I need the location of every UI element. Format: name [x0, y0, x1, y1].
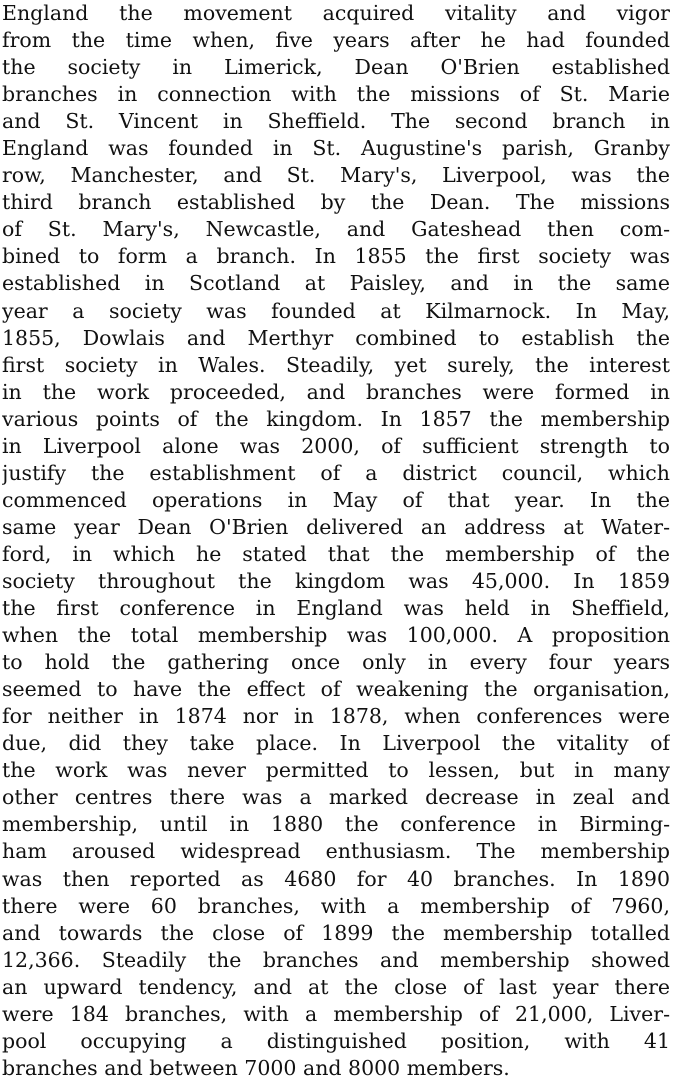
text-line-37: an upward tendency, and at the close of last year there [2, 974, 670, 999]
text-line-11: established in Scotland at Paisley, and in the same [2, 271, 670, 296]
text-line-18: justify the establishment of a district council, which [2, 460, 670, 485]
text-line-39: pool occupying a distinguished position, with 41 [2, 1028, 670, 1053]
text-line-32: ham aroused widespread enthusiasm. The membership [2, 839, 670, 864]
text-line-9: of St. Mary's, Newcastle, and Gateshead then com- [2, 217, 670, 242]
text-line-34: there were 60 branches, with a membership of 7960, [2, 893, 670, 918]
text-line-26: seemed to have the effect of weakening the organisation, [2, 677, 670, 702]
text-line-16: various points of the kingdom. In 1857 the membership [2, 406, 670, 431]
text-line-6: England was founded in St. Augustine's parish, Granby [2, 136, 670, 161]
text-line-36: 12,366. Steadily the branches and membership showed [2, 947, 670, 972]
text-line-5: and St. Vincent in Sheffield. The second branch in [2, 109, 670, 134]
text-line-28: due, did they take place. In Liverpool the vitality of [2, 731, 670, 756]
text-line-3: the society in Limerick, Dean O'Brien established [2, 55, 670, 80]
text-line-24: when the total membership was 100,000. A proposition [2, 623, 670, 648]
text-line-35: and towards the close of 1899 the membership totalled [2, 920, 670, 945]
text-line-40: branches and between 7000 and 8000 members. [2, 1055, 510, 1080]
text-line-12: year a society was founded at Kilmarnock. In May, [2, 298, 670, 323]
text-line-25: to hold the gathering once only in every four years [2, 650, 670, 675]
text-line-23: the first conference in England was held in Sheffield, [2, 596, 670, 621]
text-line-10: bined to form a branch. In 1855 the first society was [2, 244, 670, 269]
text-line-38: were 184 branches, with a membership of 21,000, Liver- [2, 1001, 670, 1026]
text-line-33: was then reported as 4680 for 40 branches. In 1890 [2, 866, 670, 891]
body-text [2, 0, 670, 1082]
text-line-31: membership, until in 1880 the conference in Birming- [2, 812, 670, 837]
text-line-27: for neither in 1874 nor in 1878, when conferences were [2, 704, 670, 729]
text-line-13: 1855, Dowlais and Merthyr combined to establish the [2, 325, 670, 350]
text-line-21: ford, in which he stated that the membership of the [2, 541, 670, 566]
text-line-20: same year Dean O'Brien delivered an address at Water- [2, 514, 670, 539]
text-line-22: society throughout the kingdom was 45,000. In 1859 [2, 568, 670, 593]
text-line-2: from the time when, five years after he had founded [2, 28, 670, 53]
text-line-29: the work was never permitted to lessen, but in many [2, 758, 670, 783]
text-line-30: other centres there was a marked decrease in zeal and [2, 785, 670, 810]
text-line-19: commenced operations in May of that year. In the [2, 487, 670, 512]
text-line-1: England the movement acquired vitality and vigor [2, 1, 670, 25]
text-line-4: branches in connection with the missions of St. Marie [2, 82, 670, 107]
text-line-15: in the work proceeded, and branches were formed in [2, 379, 670, 404]
text-line-8: third branch established by the Dean. The missions [2, 190, 670, 215]
text-line-17: in Liverpool alone was 2000, of sufficient strength to [2, 433, 670, 458]
text-line-7: row, Manchester, and St. Mary's, Liverpool, was the [2, 163, 670, 188]
text-line-14: first society in Wales. Steadily, yet surely, the interest [2, 352, 670, 377]
